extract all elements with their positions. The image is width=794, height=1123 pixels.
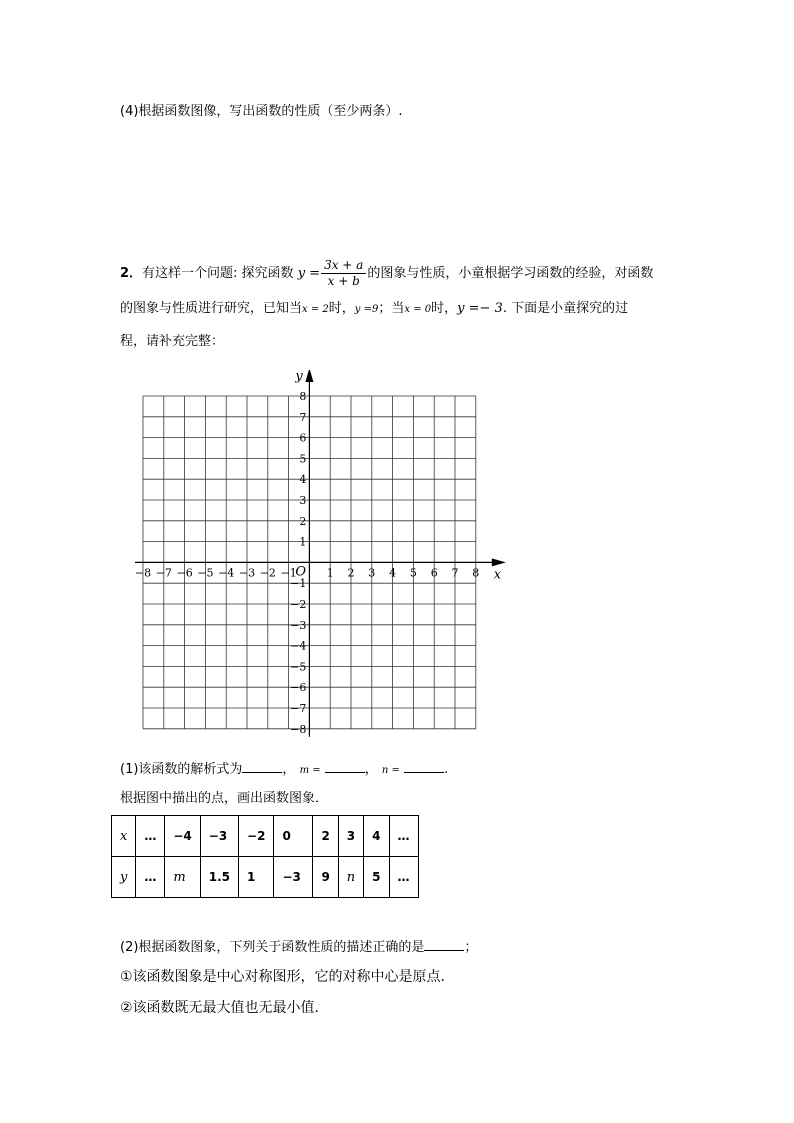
y-tick-label: 3: [299, 494, 307, 507]
table-cell: …: [136, 857, 165, 898]
table-cell: …: [136, 816, 165, 857]
tick-labels: [135, 370, 502, 736]
table-cell: 1: [239, 857, 274, 898]
condition-x2: x = 0: [404, 304, 432, 315]
part1-prefix: (1)该函数的解析式为: [120, 762, 243, 777]
part1-end: .: [444, 762, 449, 777]
x-tick-label: −3: [238, 566, 256, 580]
plot-instruction: [120, 790, 328, 808]
y-tick-label: 7: [299, 410, 307, 424]
condition-y2: y =− 3: [457, 301, 503, 316]
x-tick-label: −5: [197, 566, 214, 580]
y-tick-label: −3: [290, 618, 307, 632]
y-tick-label: −6: [290, 681, 307, 695]
table-cell: −3: [274, 857, 313, 898]
table-cell: 4: [364, 816, 389, 857]
table-cell: …: [389, 816, 418, 857]
table-cell: 2: [313, 816, 338, 857]
x-axis-label: x: [493, 567, 502, 583]
q2-line1: [120, 258, 653, 289]
x-tick-label: −6: [176, 566, 193, 580]
q2-shi1: 时，: [328, 301, 355, 316]
table-cell: m: [165, 857, 200, 898]
part2-line: [120, 938, 477, 957]
q2-line3-text: 程，请补充完整：: [120, 334, 225, 349]
plot-instruction-text: 根据图中描出的点，画出函数图象．: [120, 791, 329, 806]
x-tick-label: −4: [218, 566, 235, 580]
expression-blank[interactable]: [242, 760, 282, 773]
condition-x1: x = 2: [302, 304, 329, 315]
n-blank[interactable]: [404, 760, 444, 773]
m-label: m =: [299, 765, 321, 776]
part2-prompt: (2)根据函数图象，下列关于函数性质的描述正确的是: [120, 940, 425, 955]
option-1: [120, 968, 455, 986]
x-tick-label: −2: [259, 566, 276, 580]
y-tick-label: −4: [290, 639, 307, 653]
y-axis-label: y: [295, 370, 303, 384]
table-cell: y: [112, 857, 136, 898]
table-cell: −4: [165, 816, 200, 857]
table-cell: n: [338, 857, 363, 898]
x-tick-label: 1: [326, 566, 334, 580]
q2-intro: 有这样一个问题: 探究函数: [142, 266, 294, 281]
y-tick-label: 4: [299, 473, 307, 487]
y-tick-label: −7: [290, 702, 307, 715]
q2-line2-end: . 下面是小童探究的过: [502, 301, 629, 316]
y-tick-label: 5: [299, 452, 307, 466]
y-tick-label: 8: [299, 390, 307, 403]
table-cell: x: [112, 816, 136, 857]
x-tick-label: 6: [430, 566, 438, 580]
condition-y1: y =9: [354, 304, 379, 315]
y-tick-label: −2: [290, 598, 307, 611]
part1-sep1: ，: [282, 762, 296, 777]
table-row-x: [112, 816, 419, 857]
origin-label: O: [295, 564, 307, 580]
x-tick-label: −1: [280, 566, 297, 580]
x-tick-label: 2: [347, 566, 355, 580]
q1-part4: (4)根据函数图像，写出函数的性质（至少两条）.: [120, 104, 403, 119]
function-fraction: [321, 258, 366, 289]
y-tick-label: 6: [299, 431, 307, 445]
table-cell: 3: [338, 816, 363, 857]
y-tick-label: 2: [299, 514, 307, 528]
part2-blank[interactable]: [424, 938, 464, 951]
y-tick-label: 1: [299, 535, 307, 549]
table-row-y: [112, 857, 419, 898]
part2-end: ；: [464, 940, 478, 955]
q2-intro-b: 的图象与性质，小童根据学习函数的经验，对函数: [367, 266, 654, 281]
q2-line2-text: 的图象与性质进行研究，已知当: [120, 301, 303, 316]
option-2: [120, 999, 329, 1017]
table-cell: −3: [200, 816, 238, 857]
coordinate-grid: [126, 370, 506, 750]
axes: [135, 370, 506, 737]
fraction-denominator: x + b: [327, 274, 360, 288]
y-tick-label: −1: [290, 577, 307, 591]
q2-line3: [120, 333, 224, 351]
function-y: y =: [297, 266, 321, 281]
n-label: n =: [381, 765, 400, 776]
table-cell: 5: [364, 857, 389, 898]
option-2-text: ②该函数既无最大值也无最小值．: [120, 1000, 329, 1016]
q2-line2: [120, 300, 628, 319]
table-cell: 0: [274, 816, 313, 857]
part1-sep2: ，: [364, 762, 378, 777]
x-axis-arrow: [492, 558, 506, 566]
table-cell: 9: [313, 857, 338, 898]
x-tick-label: −8: [134, 566, 152, 580]
x-tick-label: 5: [409, 566, 417, 580]
table-cell: 1.5: [200, 857, 238, 898]
table-cell: …: [389, 857, 418, 898]
option-1-text: ①该函数图象是中心对称图形，它的对称中心是原点．: [120, 969, 455, 985]
x-tick-label: −7: [155, 566, 172, 580]
x-tick-label: 7: [451, 566, 459, 580]
x-tick-label: 4: [389, 566, 397, 580]
table-cell: −2: [239, 816, 274, 857]
x-tick-label: 3: [368, 566, 376, 580]
part1-line: [120, 760, 448, 780]
question-number: 2．: [120, 266, 143, 281]
y-tick-label: −5: [290, 660, 307, 674]
y-axis-arrow: [305, 370, 313, 382]
m-blank[interactable]: [325, 760, 365, 773]
fraction-numerator: 3x + a: [321, 258, 366, 274]
q2-semi: ；当: [378, 301, 405, 316]
value-table: [111, 815, 419, 898]
q2-shi2: 时，: [431, 301, 458, 316]
y-tick-label: −8: [290, 722, 307, 736]
x-tick-label: 8: [472, 566, 480, 580]
